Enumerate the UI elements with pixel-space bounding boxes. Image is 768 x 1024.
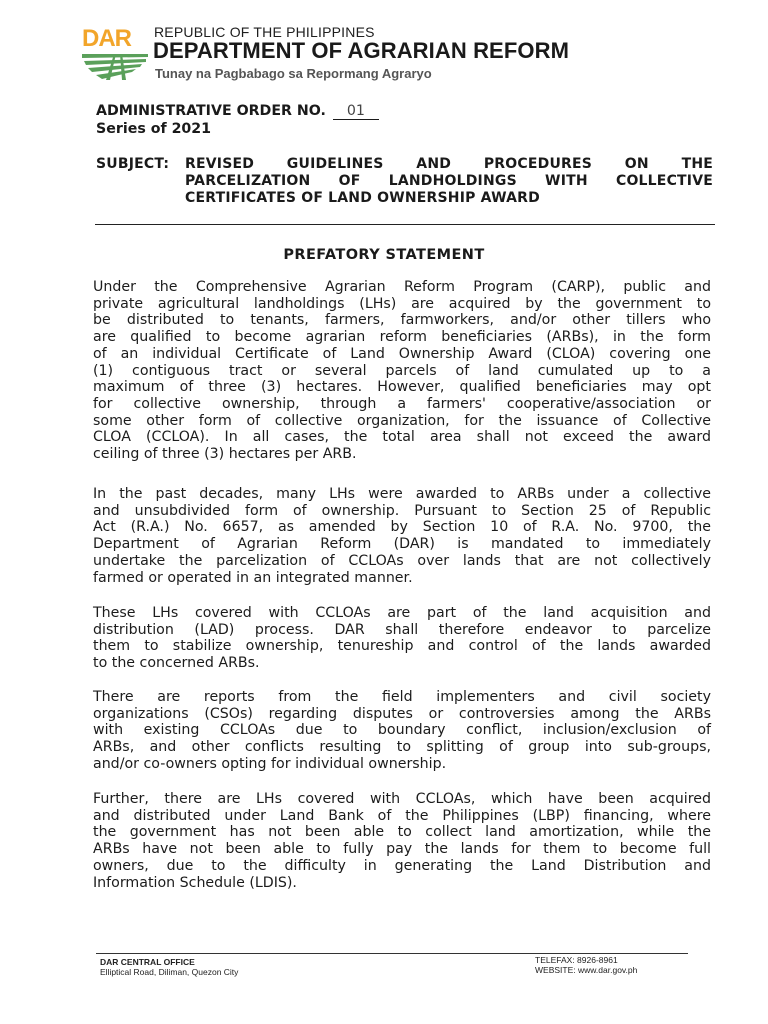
subject-line: PARCELIZATION OF LANDHOLDINGS WITH COLLECTIVE: [185, 173, 713, 189]
paragraph-5: [93, 791, 711, 891]
paragraph-line: owners, due to the difficulty in generating the Land Distribution and: [93, 857, 711, 874]
republic-heading: REPUBLIC OF THE PHILIPPINES: [154, 24, 375, 40]
paragraph-1: [93, 279, 711, 463]
department-motto: Tunay na Pagbabago sa Repormang Agraryo: [155, 66, 432, 81]
subject-line: CERTIFICATES OF LAND OWNERSHIP AWARD: [185, 190, 540, 206]
paragraph-3: [93, 605, 711, 672]
paragraph-line: with existing CCLOAs due to boundary conflict, inclusion/exclusion of: [93, 722, 711, 739]
department-heading: DEPARTMENT OF AGRARIAN REFORM: [153, 38, 569, 63]
paragraph-line: and unsubdivided form of ownership. Pursuant to Section 25 of Republic: [93, 502, 711, 519]
footer-office: [100, 957, 238, 977]
paragraph-line: farmed or operated in an integrated manner.: [93, 569, 413, 586]
footer-contact: [535, 955, 637, 975]
paragraph-line: of an individual Certificate of Land Ownership Award (CLOA) covering one: [93, 345, 711, 362]
paragraph-line: undertake the parcelization of CCLOAs over lands that are not collectively: [93, 552, 711, 569]
footer-address: Elliptical Road, Diliman, Quezon City: [100, 967, 239, 977]
footer-telefax: TELEFAX: 8926-8961: [535, 955, 618, 965]
paragraph-line: (1) contiguous tract or several parcels of land cumulated up to a: [93, 362, 711, 379]
paragraph-line: be distributed to tenants, farmers, farmworkers, and/or other tillers who: [93, 312, 711, 329]
subject-text: [185, 156, 713, 207]
paragraph-line: to the concerned ARBs.: [93, 655, 260, 672]
footer-office-name: DAR CENTRAL OFFICE: [100, 957, 195, 967]
paragraph-line: them to stabilize ownership, tenureship and control of the lands awarded: [93, 638, 711, 655]
paragraph-line: In the past decades, many LHs were awarded to ARBs under a collective: [93, 486, 711, 502]
footer-divider: [96, 953, 688, 954]
logo-wordmark: DAR: [82, 25, 131, 52]
paragraph-line: are qualified to become agrarian reform beneficiaries (ARBs), in the form: [93, 329, 711, 346]
subject-divider: [95, 224, 715, 225]
subject-label: SUBJECT:: [96, 156, 170, 172]
paragraph-line: These LHs covered with CCLOAs are part of the land acquisition and: [93, 605, 711, 621]
paragraph-line: Department of Agrarian Reform (DAR) is mandated to immediately: [93, 536, 711, 553]
paragraph-line: the government has not been able to collect land amortization, while the: [93, 824, 711, 841]
paragraph-line: and/or co-owners opting for individual ownership.: [93, 755, 447, 772]
paragraph-line: Under the Comprehensive Agrarian Reform Program (CARP), public and: [93, 279, 711, 295]
paragraph-line: Further, there are LHs covered with CCLOAs, which have been acquired: [93, 791, 711, 807]
paragraph-line: private agricultural landholdings (LHs) are acquired by the government to: [93, 295, 711, 312]
paragraph-line: and distributed under Land Bank of the Philippines (LBP) financing, where: [93, 807, 711, 824]
paragraph-line: ARBs, and other conflicts resulting to splitting of group into sub-groups,: [93, 739, 711, 756]
paragraph-line: distribution (LAD) process. DAR shall therefore endeavor to parcelize: [93, 621, 711, 638]
paragraph-2: [93, 486, 711, 586]
paragraph-line: some other form of collective organization, for the issuance of Collective: [93, 412, 711, 429]
order-label: ADMINISTRATIVE ORDER NO.: [96, 103, 326, 119]
paragraph-line: CLOA (CCLOA). In all cases, the total area shall not exceed the award: [93, 429, 711, 446]
paragraph-line: maximum of three (3) hectares. However, qualified beneficiaries may opt: [93, 379, 711, 396]
paragraph-line: Information Schedule (LDIS).: [93, 874, 297, 891]
order-series: Series of 2021: [96, 121, 212, 137]
paragraph-line: for collective ownership, through a farmers' cooperative/association or: [93, 395, 711, 412]
logo-field-icon: [82, 54, 148, 80]
order-number: 01: [333, 104, 379, 120]
order-block: [96, 102, 379, 138]
footer-website: WEBSITE: www.dar.gov.ph: [535, 965, 638, 975]
section-title: PREFATORY STATEMENT: [283, 247, 485, 263]
dar-logo: [80, 24, 150, 80]
paragraph-line: Act (R.A.) No. 6657, as amended by Section 10 of R.A. No. 9700, the: [93, 519, 711, 536]
paragraph-line: There are reports from the field implementers and civil society: [93, 689, 711, 705]
paragraph-line: organizations (CSOs) regarding disputes or controversies among the ARBs: [93, 705, 711, 722]
order-number-line: [96, 102, 379, 120]
paragraph-4: [93, 689, 711, 773]
paragraph-line: ceiling of three (3) hectares per ARB.: [93, 446, 357, 463]
subject-line: REVISED GUIDELINES AND PROCEDURES ON THE: [185, 156, 713, 172]
paragraph-line: ARBs have not been able to fully pay the lands for them to become full: [93, 841, 711, 858]
